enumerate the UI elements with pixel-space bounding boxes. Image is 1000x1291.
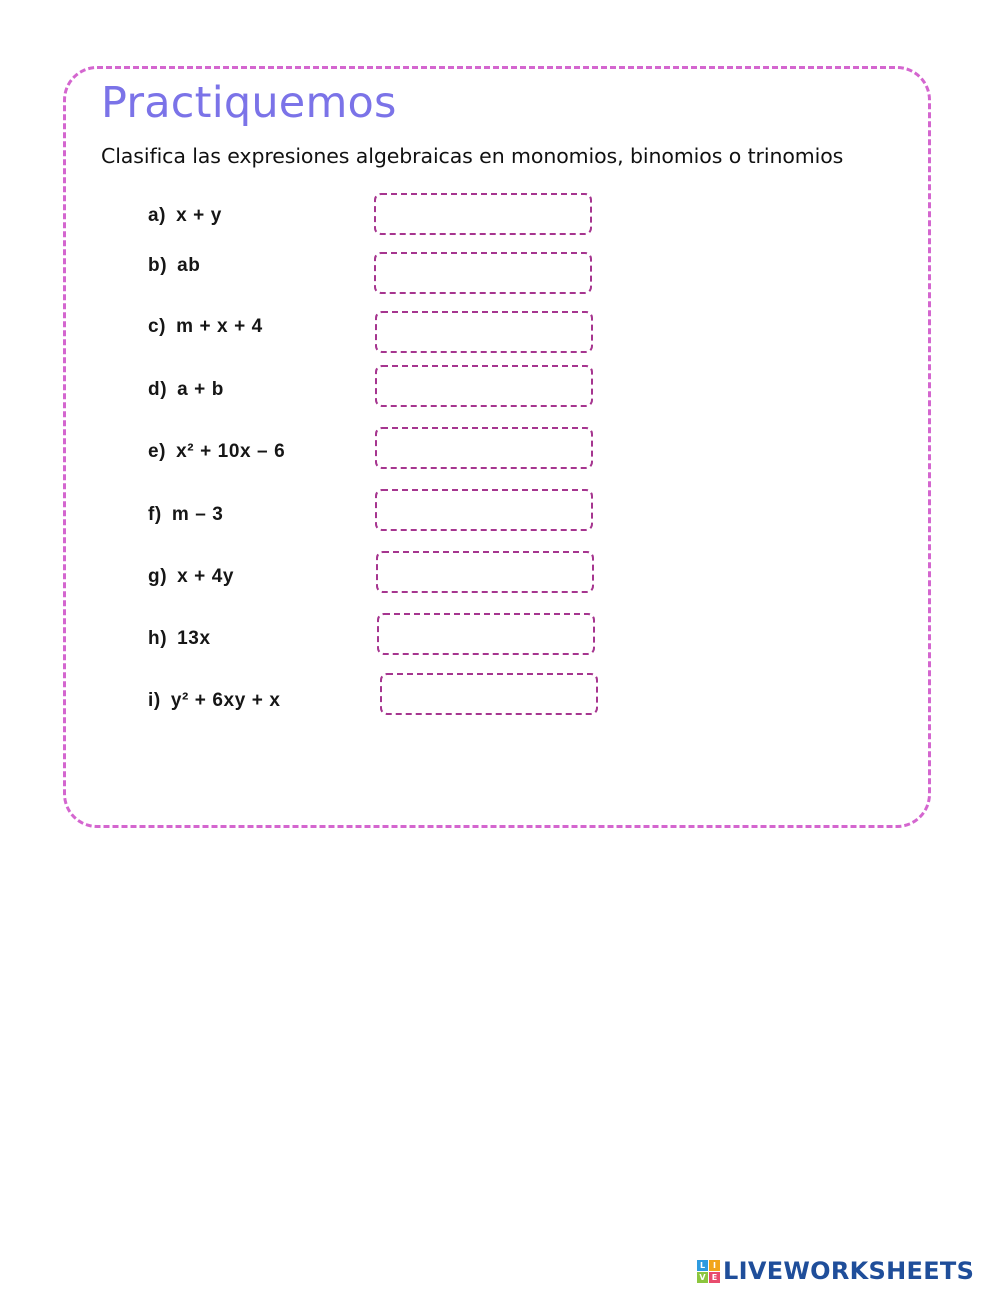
item-i — [148, 690, 280, 712]
answer-input-g[interactable] — [376, 551, 594, 593]
answer-input-b[interactable] — [374, 252, 592, 294]
item-d — [148, 379, 224, 401]
item-h — [148, 628, 211, 650]
item-letter: g) — [148, 566, 168, 587]
item-g — [148, 566, 234, 588]
item-expression: m – 3 — [171, 504, 224, 525]
answer-input-e[interactable] — [375, 427, 593, 469]
item-a — [148, 205, 222, 227]
item-expression: x² + 10x – 6 — [176, 441, 286, 462]
logo-mark-icon — [697, 1260, 720, 1283]
logo-mark-tile: E — [709, 1272, 720, 1283]
item-f — [148, 504, 223, 526]
answer-input-c[interactable] — [375, 311, 593, 353]
liveworksheets-logo — [697, 1257, 974, 1285]
item-expression: m + x + 4 — [176, 316, 263, 337]
item-letter: h) — [148, 628, 168, 649]
logo-text: LIVEWORKSHEETS — [723, 1257, 975, 1285]
item-expression: ab — [177, 255, 201, 276]
worksheet-title: Practiquemos — [101, 78, 397, 128]
item-c — [148, 316, 263, 338]
logo-mark-tile: L — [697, 1260, 708, 1271]
logo-mark-tile: V — [697, 1272, 708, 1283]
item-letter: c) — [148, 316, 167, 337]
item-letter: e) — [148, 441, 167, 462]
answer-input-f[interactable] — [375, 489, 593, 531]
item-expression: x + 4y — [177, 566, 235, 587]
answer-input-d[interactable] — [375, 365, 593, 407]
item-expression: y² + 6xy + x — [170, 690, 281, 711]
answer-input-a[interactable] — [374, 193, 592, 235]
answer-input-h[interactable] — [377, 613, 595, 655]
item-letter: d) — [148, 379, 168, 400]
item-expression: x + y — [176, 205, 222, 226]
item-b — [148, 255, 201, 277]
item-e — [148, 441, 285, 463]
item-letter: b) — [148, 255, 168, 276]
item-expression: 13x — [177, 628, 211, 649]
item-letter: i) — [148, 690, 161, 711]
item-letter: a) — [148, 205, 167, 226]
instructions-text: Clasifica las expresiones algebraicas en monomios, binomios o trinomios — [101, 144, 844, 168]
item-letter: f) — [148, 504, 162, 525]
answer-input-i[interactable] — [380, 673, 598, 715]
item-expression: a + b — [177, 379, 224, 400]
logo-mark-tile: I — [709, 1260, 720, 1271]
